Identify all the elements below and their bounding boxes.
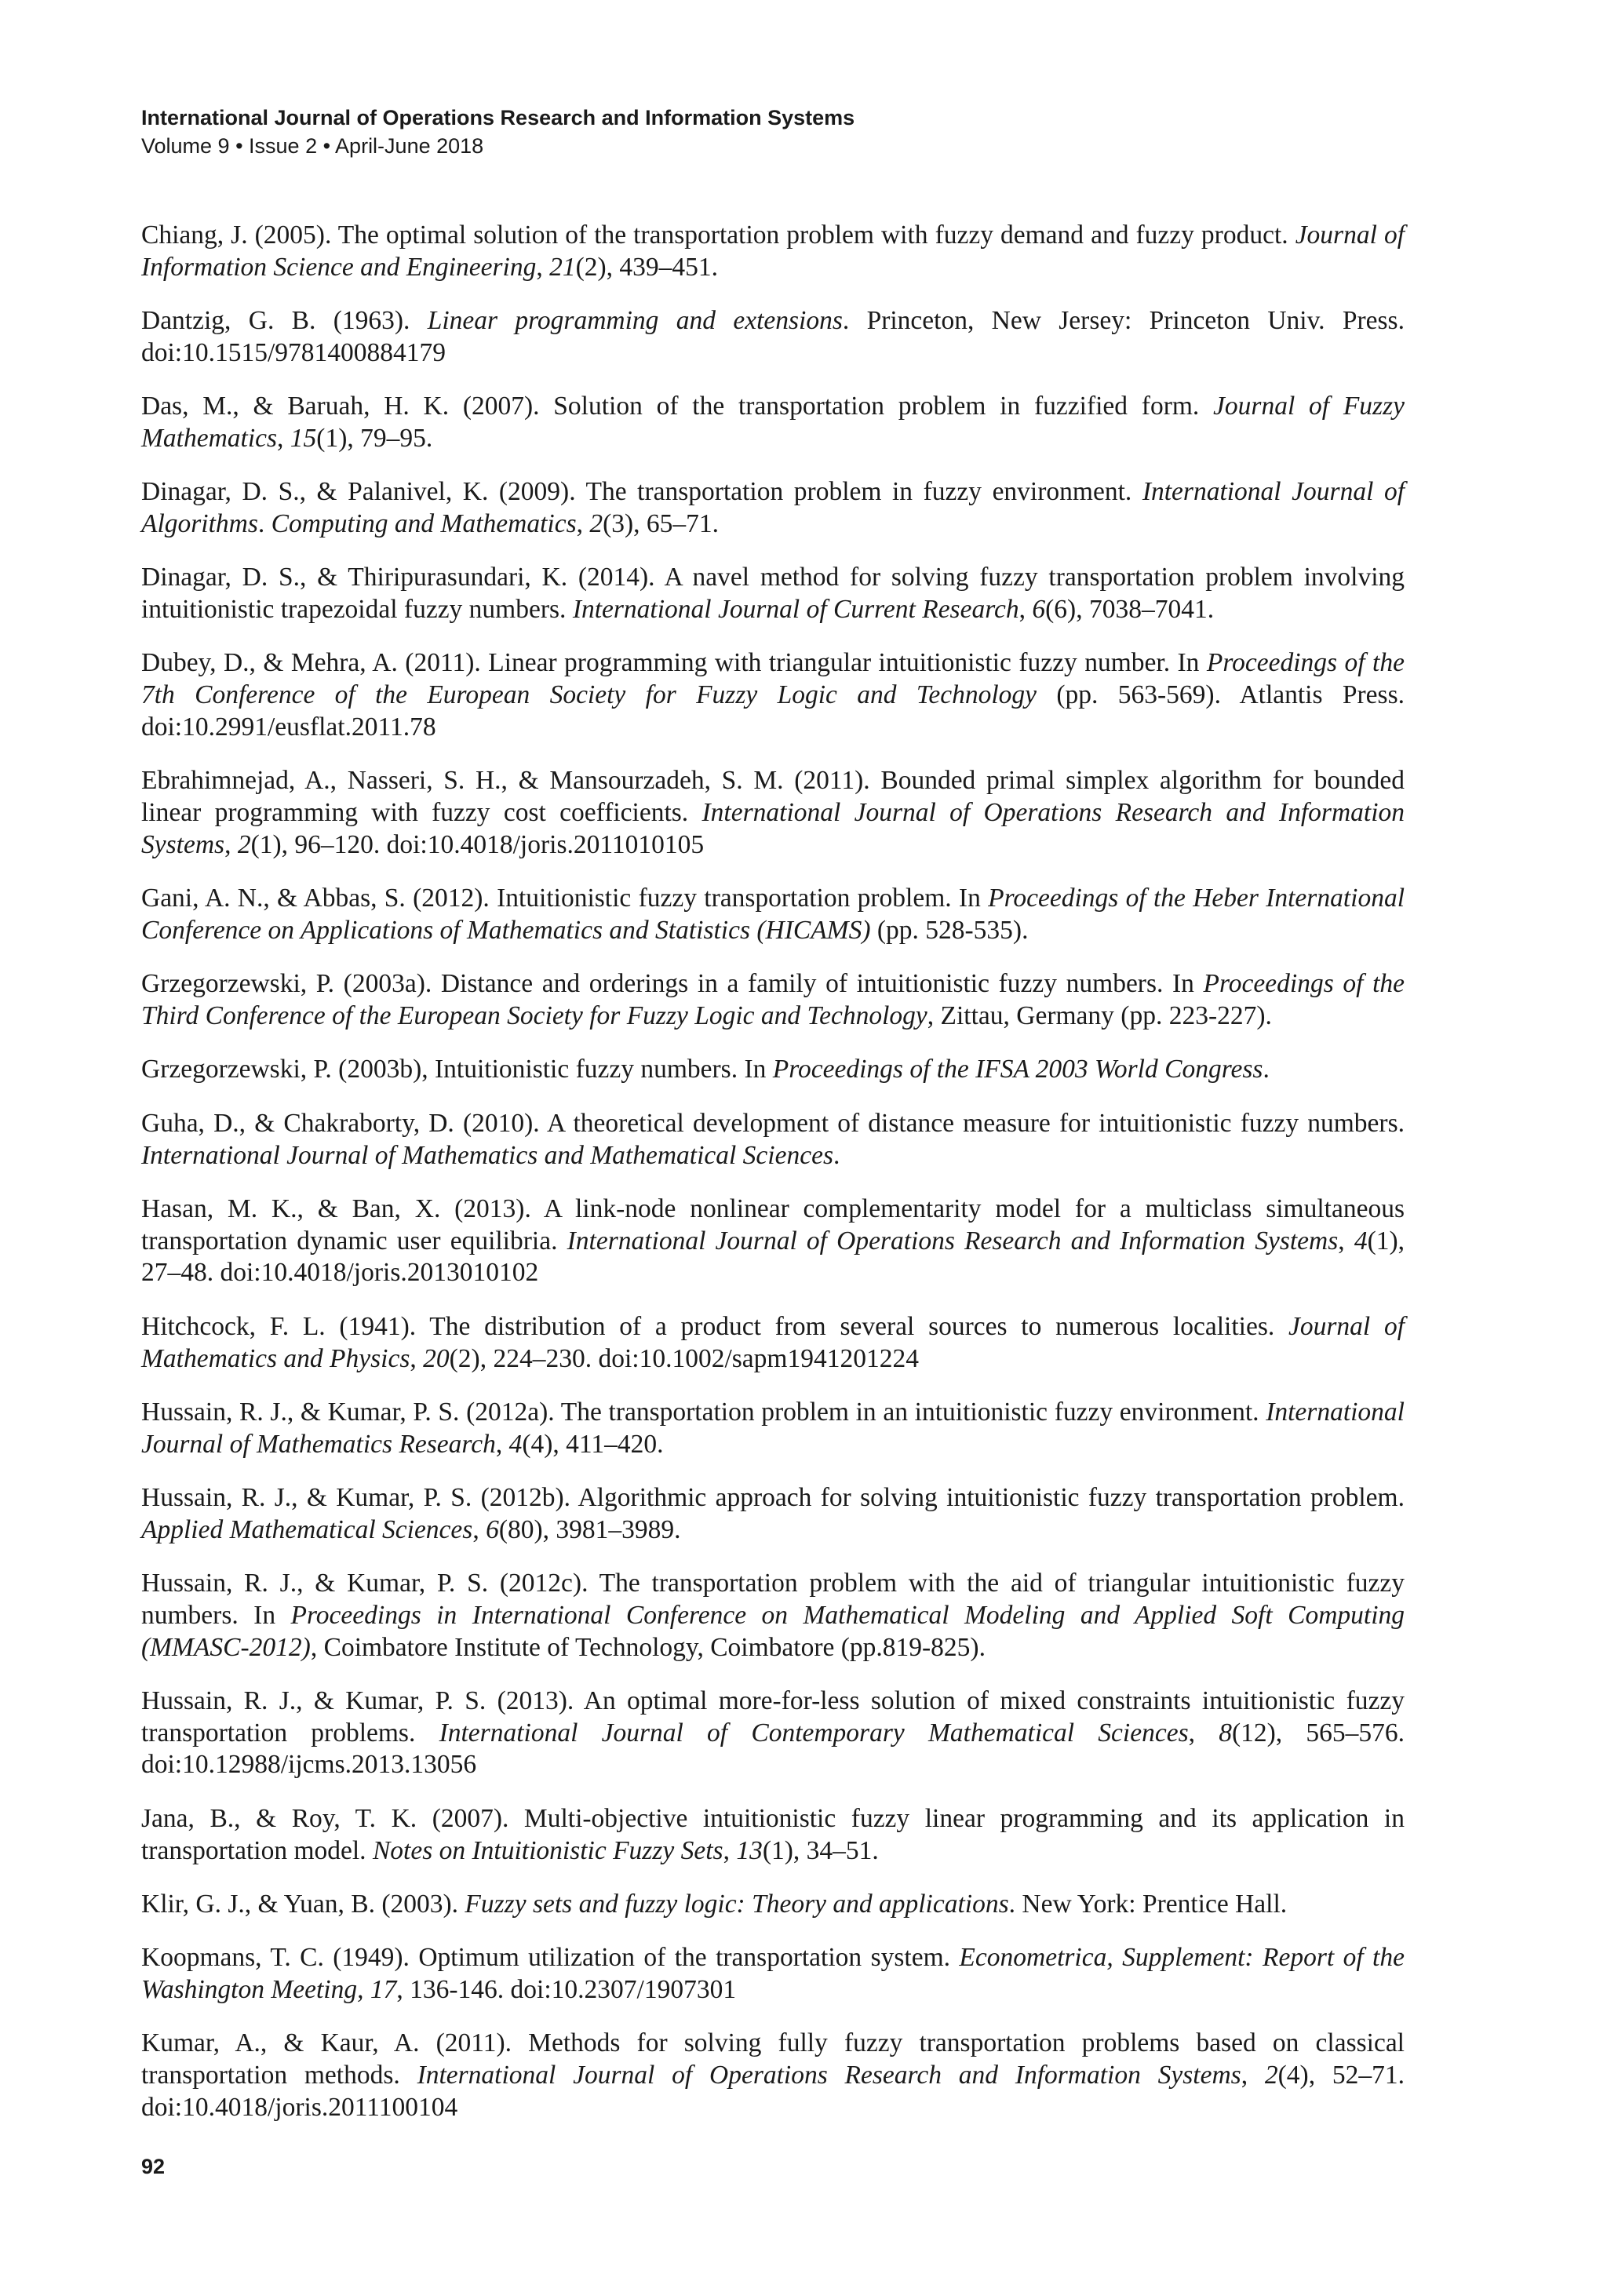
reference-segment: . Princeton, New Jersey: Princeton Univ. Press. doi:10.1515/9781400884179 xyxy=(141,306,1405,367)
reference-segment: . xyxy=(833,1140,840,1170)
reference-segment: (1), 96–120. doi:10.4018/joris.2011010105 xyxy=(250,829,705,859)
reference-entry xyxy=(141,1054,1405,1086)
reference-segment: . xyxy=(257,509,271,539)
reference-italic-segment: 4 xyxy=(1354,1226,1368,1256)
page-number: 92 xyxy=(141,2155,166,2178)
reference-italic-segment: Notes on Intuitionistic Fuzzy Sets xyxy=(372,1835,723,1865)
reference-italic-segment: Journal of Fuzzy Mathematics xyxy=(141,392,1405,453)
reference-italic-segment: 2 xyxy=(589,509,603,539)
reference-segment: (1), 79–95. xyxy=(316,423,433,453)
reference-segment: , xyxy=(277,423,290,453)
reference-segment: Jana, B., & Roy, T. K. (2007). Multi-objective intuitionistic fuzzy linear programming and its application in transportation model. xyxy=(141,1803,1405,1865)
reference-segment: , Coimbatore Institute of Technology, Coimbatore (pp.819-825). xyxy=(310,1632,986,1662)
reference-segment: , xyxy=(224,829,238,859)
reference-italic-segment: 13 xyxy=(736,1835,763,1865)
reference-segment: , Zittau, Germany (pp. 223-227). xyxy=(927,1001,1272,1031)
reference-segment: . New York: Prentice Hall. xyxy=(1008,1889,1288,1919)
reference-segment: Dinagar, D. S., & Thiripurasundari, K. (2014). A navel method for solving fuzzy transportation problem involving intuitionistic trapezoidal fuzzy numbers. xyxy=(141,563,1405,625)
reference-italic-segment: 6 xyxy=(1032,595,1046,625)
reference-italic-segment: Proceedings of the Heber International Conference on Applications of Mathematics and Statistics (HICAMS) xyxy=(141,884,1405,946)
reference-entry xyxy=(141,1311,1405,1376)
reference-segment: Kumar, A., & Kaur, A. (2011). Methods for solving fully fuzzy transportation problems based on classical transportation methods. xyxy=(141,2028,1405,2090)
reference-segment: Hussain, R. J., & Kumar, P. S. (2013). An optimal more-for-less solution of mixed constraints intuitionistic fuzzy transportation problems. xyxy=(141,1686,1405,1748)
reference-segment: Gani, A. N., & Abbas, S. (2012). Intuitionistic fuzzy transportation problem. In xyxy=(141,884,989,913)
reference-italic-segment: 20 xyxy=(423,1343,450,1373)
reference-entry xyxy=(141,968,1405,1033)
reference-segment: Klir, G. J., & Yuan, B. (2003). xyxy=(141,1889,465,1919)
reference-segment: Dantzig, G. B. (1963). xyxy=(141,306,428,336)
reference-italic-segment: 15 xyxy=(290,423,317,453)
reference-entry xyxy=(141,562,1405,626)
reference-segment: (pp. 563-569). Atlantis Press. doi:10.2991/eusflat.2011.78 xyxy=(141,680,1405,742)
reference-entry xyxy=(141,765,1405,861)
reference-italic-segment: 2 xyxy=(1264,2061,1278,2090)
reference-segment: , xyxy=(495,1429,509,1459)
reference-italic-segment: Proceedings of the 7th Conference of the European Society for Fuzzy Logic and Technology xyxy=(141,648,1405,710)
reference-segment: , xyxy=(472,1514,486,1544)
reference-italic-segment: International Journal of Algorithms xyxy=(141,477,1405,539)
reference-entry xyxy=(141,1397,1405,1461)
reference-entry xyxy=(141,1803,1405,1868)
reference-segment: , xyxy=(1188,1718,1219,1748)
reference-segment: (4), 411–420. xyxy=(522,1429,664,1459)
reference-entry xyxy=(141,305,1405,370)
reference-segment: Koopmans, T. C. (1949). Optimum utilization of the transportation system. xyxy=(141,1943,960,1973)
reference-italic-segment: Proceedings of the IFSA 2003 World Congress xyxy=(772,1055,1263,1084)
reference-segment: (2), 439–451. xyxy=(575,252,719,282)
reference-italic-segment: Linear programming and extensions xyxy=(427,306,843,336)
reference-segment: (80), 3981–3989. xyxy=(498,1514,681,1544)
reference-entry xyxy=(141,1889,1405,1921)
reference-segment: (1), 27–48. doi:10.4018/joris.2013010102 xyxy=(141,1226,1405,1288)
reference-italic-segment: 4 xyxy=(508,1429,523,1459)
reference-segment: , xyxy=(1338,1226,1354,1256)
reference-italic-segment: International Journal of Operations Research and Information Systems xyxy=(417,2061,1241,2090)
reference-segment: (6), 7038–7041. xyxy=(1045,595,1215,625)
reference-italic-segment: Proceedings of the Third Conference of the European Society for Fuzzy Logic and Technology xyxy=(141,969,1405,1031)
reference-entry xyxy=(141,391,1405,455)
reference-entry xyxy=(141,647,1405,743)
reference-italic-segment: Fuzzy sets and fuzzy logic: Theory and applications xyxy=(465,1889,1009,1919)
reference-segment: Hussain, R. J., & Kumar, P. S. (2012c). The transportation problem with the aid of triangular intuitionistic fuzzy numbers. In xyxy=(141,1569,1405,1630)
reference-segment: (12), 565–576. doi:10.12988/ijcms.2013.13056 xyxy=(141,1718,1405,1780)
reference-segment: Das, M., & Baruah, H. K. (2007). Solution of the transportation problem in fuzzified form. xyxy=(141,392,1214,421)
reference-segment: Dinagar, D. S., & Palanivel, K. (2009). The transportation problem in fuzzy environment. xyxy=(141,477,1142,507)
reference-entry xyxy=(141,883,1405,947)
reference-segment: (2), 224–230. doi:10.1002/sapm1941201224 xyxy=(449,1343,919,1373)
reference-italic-segment: Econometrica, Supplement: Report of the Washington Meeting, 17 xyxy=(141,1943,1405,2004)
journal-issue-line: Volume 9 • Issue 2 • April-June 2018 xyxy=(141,134,484,158)
reference-segment: , xyxy=(723,1835,737,1865)
reference-segment: (4), 52–71. doi:10.4018/joris.2011100104 xyxy=(141,2061,1405,2122)
reference-segment: Hussain, R. J., & Kumar, P. S. (2012b). Algorithmic approach for solving intuitionistic fuzzy transportation problem. xyxy=(141,1482,1405,1512)
journal-title: International Journal of Operations Research and Information Systems xyxy=(141,106,855,129)
reference-segment: Guha, D., & Chakraborty, D. (2010). A theoretical development of distance measure for intuitionistic fuzzy numbers. xyxy=(141,1108,1405,1138)
reference-italic-segment: International Journal of Operations Research and Information Systems xyxy=(141,798,1405,859)
reference-segment: Chiang, J. (2005). The optimal solution of the transportation problem with fuzzy demand and fuzzy product. xyxy=(141,220,1295,250)
reference-segment: (1), 34–51. xyxy=(762,1835,879,1865)
reference-segment: (pp. 528-535). xyxy=(870,916,1029,946)
reference-entry xyxy=(141,220,1405,284)
reference-italic-segment: 2 xyxy=(237,829,251,859)
reference-segment: Grzegorzewski, P. (2003b), Intuitionistic fuzzy numbers. In xyxy=(141,1055,773,1084)
reference-segment: Hussain, R. J., & Kumar, P. S. (2012a). The transportation problem in an intuitionistic fuzzy environment. xyxy=(141,1397,1266,1427)
reference-italic-segment: International Journal of Current Research xyxy=(572,595,1019,625)
reference-segment: , xyxy=(1018,595,1033,625)
reference-segment: , xyxy=(410,1343,424,1373)
reference-segment: , xyxy=(1241,2061,1265,2090)
reference-italic-segment: 6 xyxy=(486,1514,499,1544)
running-header xyxy=(141,104,855,160)
reference-entry xyxy=(141,1686,1405,1781)
reference-italic-segment: Journal of Information Science and Engineering xyxy=(141,220,1405,282)
reference-italic-segment: International Journal of Operations Research and Information Systems xyxy=(567,1226,1339,1256)
reference-italic-segment: Computing and Mathematics xyxy=(271,509,577,539)
reference-entry xyxy=(141,2028,1405,2123)
reference-entry xyxy=(141,1568,1405,1664)
reference-italic-segment: Journal of Mathematics and Physics xyxy=(141,1311,1405,1373)
reference-segment: (3), 65–71. xyxy=(603,509,720,539)
reference-list xyxy=(141,220,1405,2145)
reference-segment: . xyxy=(1263,1055,1270,1084)
reference-entry xyxy=(141,1482,1405,1547)
reference-segment: Dubey, D., & Mehra, A. (2011). Linear programming with triangular intuitionistic fuzzy number. In xyxy=(141,648,1207,678)
reference-italic-segment: International Journal of Mathematics Research xyxy=(141,1397,1405,1459)
reference-italic-segment: 8 xyxy=(1219,1718,1232,1748)
reference-segment: Hitchcock, F. L. (1941). The distribution of a product from several sources to numerous localities. xyxy=(141,1311,1288,1341)
reference-italic-segment: International Journal of Mathematics and Mathematical Sciences xyxy=(141,1140,833,1170)
reference-italic-segment: International Journal of Contemporary Mathematical Sciences xyxy=(439,1718,1189,1748)
reference-italic-segment: Applied Mathematical Sciences xyxy=(141,1514,473,1544)
reference-segment: Grzegorzewski, P. (2003a). Distance and orderings in a family of intuitionistic fuzzy numbers. In xyxy=(141,969,1204,999)
reference-entry xyxy=(141,476,1405,541)
reference-segment: , 136-146. doi:10.2307/1907301 xyxy=(396,1974,737,2004)
reference-segment: , xyxy=(576,509,590,539)
reference-segment: Ebrahimnejad, A., Nasseri, S. H., & Mansourzadeh, S. M. (2011). Bounded primal simplex algorithm for bounded linear programming with fuzzy cost coefficients. xyxy=(141,766,1405,828)
reference-segment: , xyxy=(536,252,550,282)
reference-segment: Hasan, M. K., & Ban, X. (2013). A link-node nonlinear complementarity model for a multiclass simultaneous transportation dynamic user equilibria. xyxy=(141,1194,1405,1256)
reference-italic-segment: 21 xyxy=(549,252,576,282)
reference-entry xyxy=(141,1108,1405,1172)
reference-entry xyxy=(141,1942,1405,2006)
reference-entry xyxy=(141,1194,1405,1289)
reference-italic-segment: Proceedings in International Conference on Mathematical Modeling and Applied Soft Computing (MMASC-2012) xyxy=(141,1600,1405,1662)
